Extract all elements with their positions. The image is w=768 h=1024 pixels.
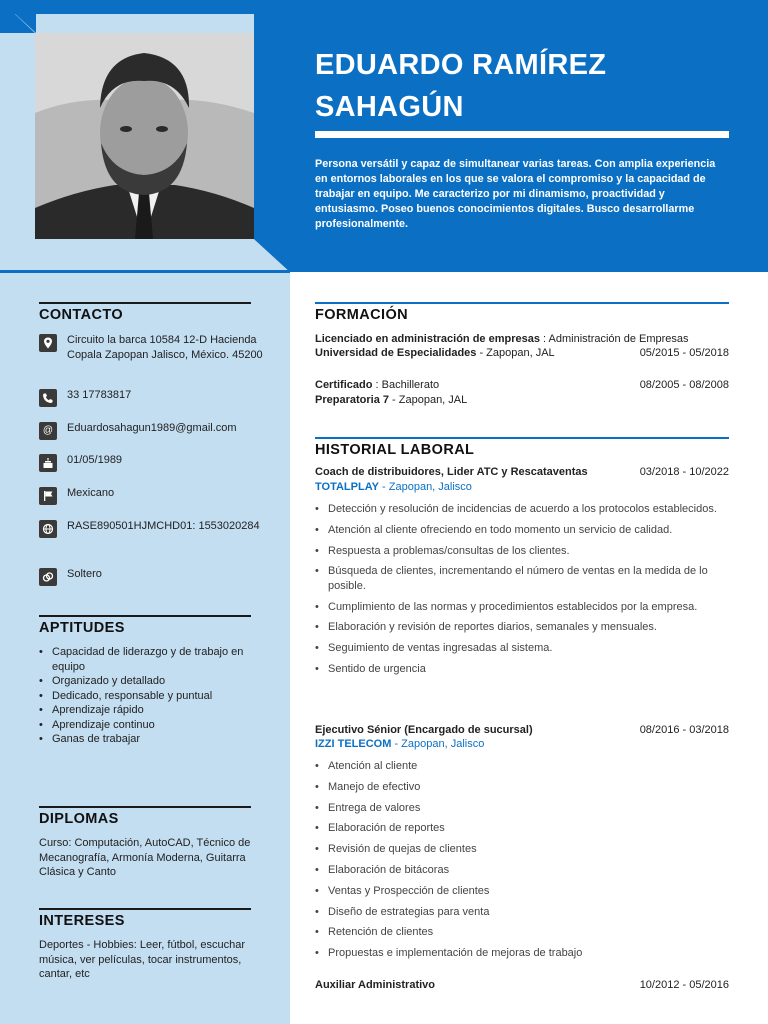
historial-title: HISTORIAL LABORAL	[315, 442, 475, 458]
contact-birthdate: 01/05/1989	[67, 454, 123, 466]
job-2-company-line	[315, 737, 484, 752]
aptitudes-title: APTITUDES	[39, 620, 125, 636]
diplomas-divider	[39, 806, 251, 808]
aptitude-item: • Aprendizaje rápido	[39, 703, 251, 718]
duty-item: • Revisión de quejas de clientes	[315, 842, 735, 857]
job-2-dates: 08/2016 - 03/2018	[639, 724, 729, 736]
job-1-company: TOTALPLAY	[315, 481, 379, 493]
education-2-school: Preparatoria 7	[315, 394, 389, 406]
aptitudes-list	[39, 645, 251, 747]
duty-item: • Elaboración de bitácoras	[315, 863, 735, 878]
duty-item: • Retención de clientes	[315, 925, 735, 940]
duty-item: • Atención al cliente ofreciendo en todo momento un servicio de calidad.	[315, 523, 735, 538]
job-1-duties	[315, 502, 735, 683]
contact-nationality: Mexicano	[67, 487, 115, 499]
contact-phone: 33 17783817	[67, 389, 132, 401]
aptitudes-divider	[39, 615, 251, 617]
formacion-title: FORMACIÓN	[315, 307, 409, 323]
name-line-1: EDUARDO RAMÍREZ	[315, 49, 607, 81]
contact-email: Eduardosahagun1989@gmail.com	[67, 422, 237, 434]
job-2-place: - Zapopan, Jalisco	[391, 738, 485, 750]
duty-item: • Seguimiento de ventas ingresadas al sistema.	[315, 641, 735, 656]
cake-icon	[39, 454, 57, 472]
intereses-divider	[39, 908, 251, 910]
candidate-name	[315, 44, 745, 128]
education-1-school-line	[315, 346, 555, 361]
education-2-degree-line	[315, 378, 439, 393]
job-2-company: IZZI TELECOM	[315, 738, 392, 750]
education-1-field: : Administración de Empresas	[539, 333, 689, 345]
aptitude-item: • Capacidad de liderazgo y de trabajo en equipo	[39, 645, 251, 674]
profile-summary: Persona versátil y capaz de simultanear varias tareas. Con amplia experiencia en entornos laborales en los que se valora el compromiso y la capacidad de trabajar en equipo. Me caracterizo por mi dinamismo, proactividad y entusiasmo. Poseo buenos conocimientos digitales. Busco desarrollarme profesionalmente.	[315, 158, 716, 230]
education-1-dates: 05/2015 - 05/2018	[639, 347, 729, 359]
job-3-dates: 10/2012 - 05/2016	[639, 979, 729, 991]
duty-item: • Atención al cliente	[315, 759, 735, 774]
profile-photo	[35, 33, 254, 239]
phone-icon	[39, 389, 57, 407]
duty-item: • Respuesta a problemas/consultas de los clientes.	[315, 544, 735, 559]
aptitude-item: • Aprendizaje continuo	[39, 718, 251, 733]
aptitude-item: • Organizado y detallado	[39, 674, 251, 689]
duty-item: • Elaboración y revisión de reportes diarios, semanales y mensuales.	[315, 620, 735, 635]
job-1-dates: 03/2018 - 10/2022	[639, 466, 729, 478]
intereses-text: Deportes - Hobbies: Leer, fútbol, escuchar música, ver películas, tocar instrumentos, cantar, etc	[39, 939, 246, 980]
duty-item: • Sentido de urgencia	[315, 662, 735, 677]
name-divider	[315, 131, 729, 138]
education-2-place: - Zapopan, JAL	[388, 394, 468, 406]
contact-status: Soltero	[67, 568, 102, 580]
education-2-dates: 08/2005 - 08/2008	[639, 379, 729, 391]
duty-item: • Diseño de estrategias para venta	[315, 905, 735, 920]
job-2-title: Ejecutivo Sénior (Encargado de sucursal)	[315, 724, 533, 736]
email-icon: @	[39, 422, 57, 440]
duty-item: • Propuestas e implementación de mejoras de trabajo	[315, 946, 735, 961]
job-1-company-line	[315, 480, 472, 495]
job-1-place: - Zapopan, Jalisco	[378, 481, 472, 493]
education-2-degree: Certificado	[315, 379, 373, 391]
historial-divider	[315, 437, 729, 439]
job-3-title: Auxiliar Administrativo	[315, 979, 436, 991]
education-1-place: - Zapopan, JAL	[476, 347, 555, 359]
contact-title: CONTACTO	[39, 307, 124, 323]
intereses-title: INTERESES	[39, 913, 125, 929]
aptitude-item: • Dedicado, responsable y puntual	[39, 689, 251, 704]
contact-divider	[39, 302, 251, 304]
globe-icon	[39, 520, 57, 538]
job-2-duties	[315, 759, 735, 967]
job-1-title: Coach de distribuidores, Lider ATC y Rescataventas	[315, 466, 588, 478]
diplomas-title: DIPLOMAS	[39, 811, 119, 827]
education-2-field: : Bachillerato	[372, 379, 440, 391]
duty-item: • Elaboración de reportes	[315, 821, 735, 836]
name-line-2: SAHAGÚN	[315, 91, 464, 123]
education-1-degree-line	[315, 332, 689, 347]
formacion-divider	[315, 302, 729, 304]
contact-address: Circuito la barca 10584 12-D Hacienda Copala Zapopan Jalisco, México. 45200	[67, 334, 263, 361]
rings-icon	[39, 568, 57, 586]
aptitude-item: • Ganas de trabajar	[39, 732, 251, 747]
diplomas-text: Curso: Computación, AutoCAD, Técnico de Mecanografía, Armonía Moderna, Guitarra Clásica y Canto	[39, 837, 251, 878]
duty-item: • Ventas y Prospección de clientes	[315, 884, 735, 899]
contact-id: RASE890501HJMCHD01: 1553020284	[67, 520, 260, 532]
duty-item: • Cumplimiento de las normas y procedimientos establecidos por la empresa.	[315, 600, 735, 615]
education-2-school-line	[315, 393, 467, 408]
education-1-school: Universidad de Especialidades	[315, 347, 477, 359]
duty-item: • Manejo de efectivo	[315, 780, 735, 795]
education-1-degree: Licenciado en administración de empresas	[315, 333, 540, 345]
flag-icon	[39, 487, 57, 505]
duty-item: • Entrega de valores	[315, 801, 735, 816]
duty-item: • Búsqueda de clientes, incrementando el número de ventas en la medida de lo posible.	[315, 564, 735, 593]
location-icon	[39, 334, 57, 352]
duty-item: • Detección y resolución de incidencias de acuerdo a los protocolos establecidos.	[315, 502, 735, 517]
